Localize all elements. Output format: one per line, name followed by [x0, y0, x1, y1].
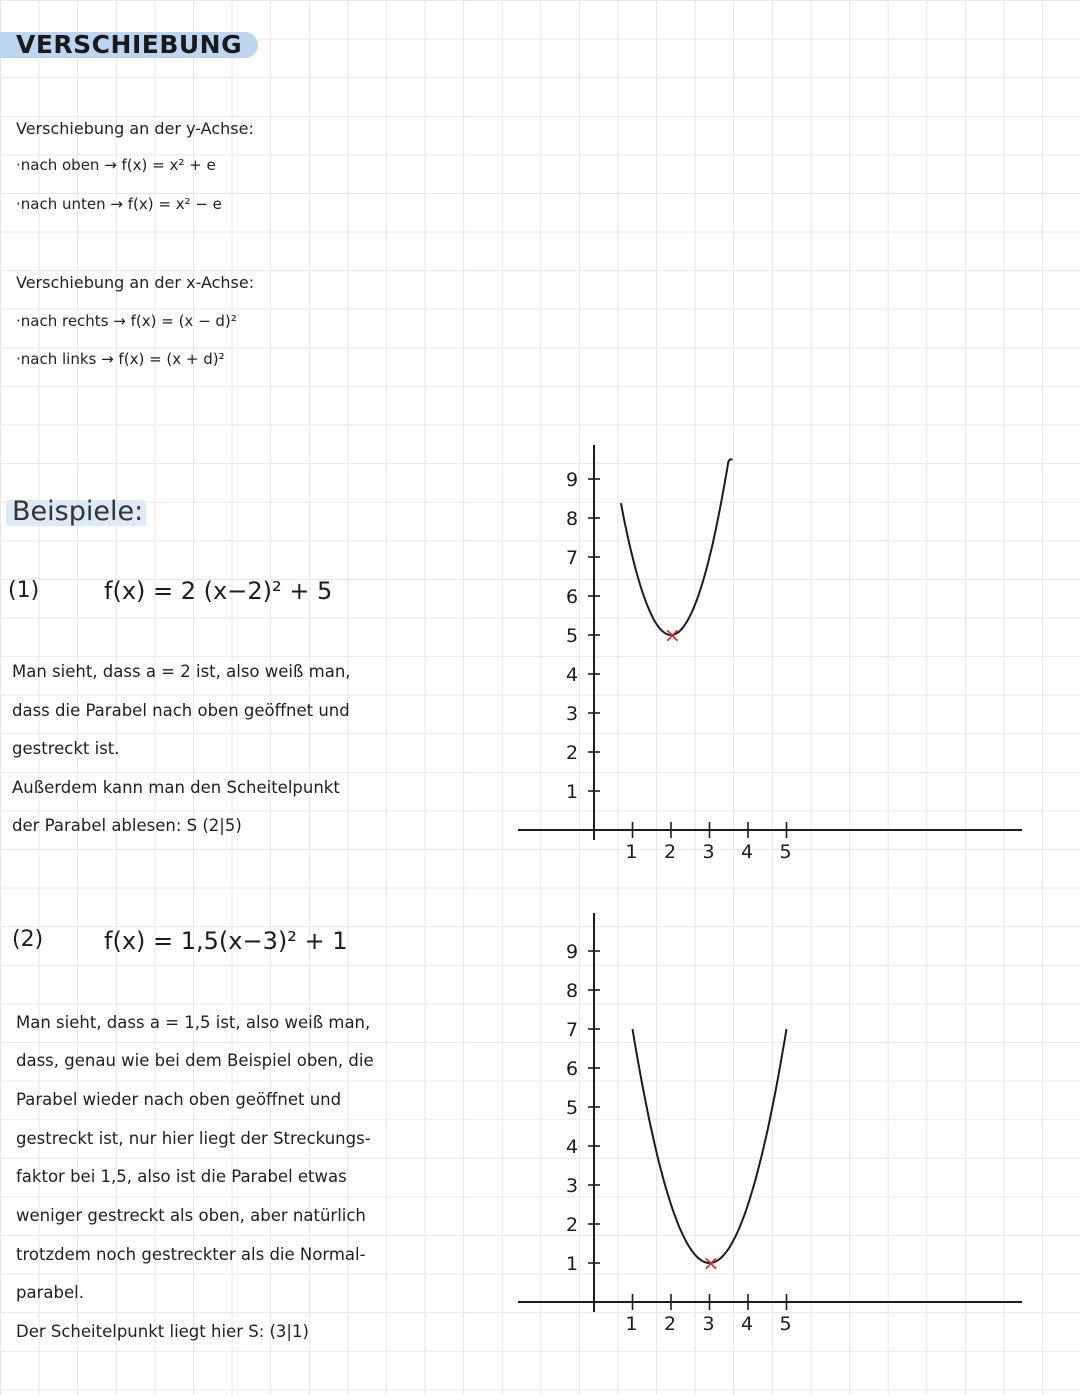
example1-line-5: der Parabel ablesen: S (2|5): [12, 816, 242, 835]
parabola-chart-1: [510, 440, 1030, 880]
y-tick-label: 7: [566, 1019, 579, 1041]
example1-line-3: gestreckt ist.: [12, 739, 120, 758]
example2-formula: f(x) = 1,5(x−3)² + 1: [104, 927, 348, 955]
y-tick-label: 8: [566, 980, 579, 1002]
example2-line-5: faktor bei 1,5, also ist die Parabel etwas: [16, 1167, 347, 1186]
x-shift-heading: Verschiebung an der x-Achse:: [16, 273, 255, 292]
x-tick-label: 5: [779, 841, 792, 863]
title-block: [0, 30, 243, 59]
y-tick-label: 9: [566, 941, 579, 963]
y-tick-label: 6: [566, 1058, 579, 1080]
y-tick-label: 6: [566, 586, 579, 608]
example2-line-2: dass, genau wie bei dem Beispiel oben, die: [16, 1051, 374, 1070]
page-title: VERSCHIEBUNG: [16, 30, 243, 59]
y-shift-down: ·nach unten → f(x) = x² − e: [16, 195, 222, 213]
example2-line-9: Der Scheitelpunkt liegt hier S: (3|1): [16, 1322, 309, 1341]
y-tick-label: 2: [566, 742, 579, 764]
example1-number: (1): [8, 578, 40, 603]
example2-line-4: gestreckt ist, nur hier liegt der Streckungs-: [16, 1129, 371, 1148]
y-tick-label: 4: [566, 1136, 579, 1158]
x-tick-label: 4: [741, 1313, 754, 1335]
y-tick-label: 1: [566, 781, 579, 803]
y-tick-label: 8: [566, 508, 579, 530]
x-tick-label: 1: [625, 841, 638, 863]
x-tick-label: 3: [702, 1313, 715, 1335]
x-tick-label: 2: [664, 841, 677, 863]
y-tick-label: 5: [566, 1097, 579, 1119]
x-shift-left: ·nach links → f(x) = (x + d)²: [16, 350, 225, 368]
example2-number: (2): [12, 927, 44, 952]
x-tick-label: 1: [625, 1313, 638, 1335]
parabola-curve: [633, 1029, 787, 1263]
vertex-marker: ×: [702, 1251, 720, 1275]
y-tick-label: 4: [566, 664, 579, 686]
example2-line-8: parabel.: [16, 1283, 84, 1302]
y-tick-label: 3: [566, 1175, 579, 1197]
example2-line-3: Parabel wieder nach oben geöffnet und: [16, 1090, 342, 1109]
x-shift-right: ·nach rechts → f(x) = (x − d)²: [16, 312, 237, 330]
x-tick-label: 3: [702, 841, 715, 863]
example1-line-1: Man sieht, dass a = 2 ist, also weiß man,: [12, 662, 351, 681]
x-tick-label: 4: [741, 841, 754, 863]
example1-line-4: Außerdem kann man den Scheitelpunkt: [12, 778, 340, 797]
y-tick-label: 9: [566, 469, 579, 491]
y-shift-up: ·nach oben → f(x) = x² + e: [16, 156, 216, 174]
y-tick-label: 5: [566, 625, 579, 647]
vertex-marker: ×: [664, 623, 681, 647]
y-tick-label: 7: [566, 547, 579, 569]
x-tick-label: 5: [779, 1313, 792, 1335]
example2-line-1: Man sieht, dass a = 1,5 ist, also weiß man,: [16, 1013, 371, 1032]
parabola-chart-2: [510, 905, 1030, 1350]
example2-line-7: trotzdem noch gestreckter als die Normal-: [16, 1245, 366, 1264]
y-tick-label: 1: [566, 1253, 579, 1275]
example1-line-2: dass die Parabel nach oben geöffnet und: [12, 701, 350, 720]
examples-heading: Beispiele:: [12, 496, 144, 527]
y-shift-heading: Verschiebung an der y-Achse:: [16, 119, 254, 138]
example1-formula: f(x) = 2 (x−2)² + 5: [104, 577, 333, 605]
example2-line-6: weniger gestreckt als oben, aber natürlich: [16, 1206, 366, 1225]
parabola-curve: [621, 460, 733, 636]
y-tick-label: 3: [566, 703, 579, 725]
x-tick-label: 2: [664, 1313, 677, 1335]
y-tick-label: 2: [566, 1214, 579, 1236]
